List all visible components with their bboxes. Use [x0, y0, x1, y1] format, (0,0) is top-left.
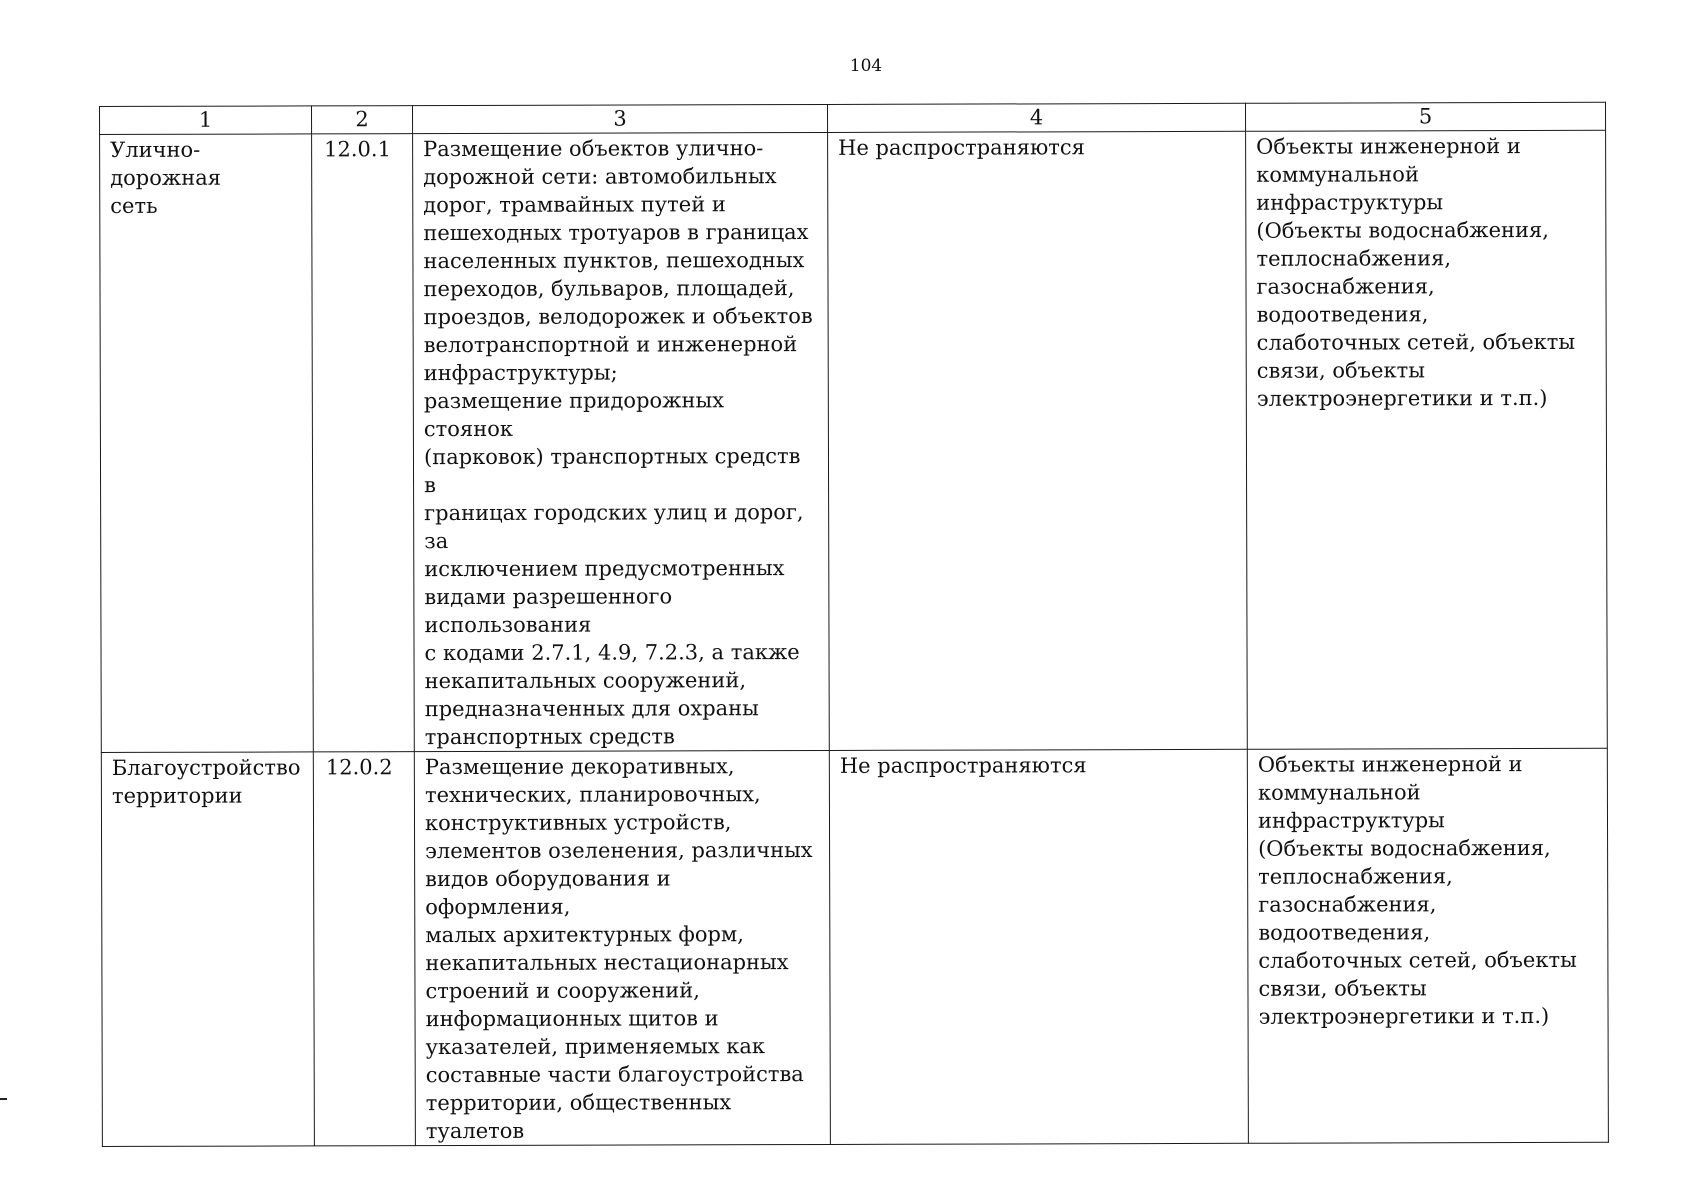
restrictions-cell: [829, 749, 1248, 1144]
land-use-name: Благоустройство территории: [111, 755, 301, 808]
table-header-row: [100, 102, 1606, 134]
restrictions-text: Не распространяются: [839, 753, 1087, 778]
restrictions-text: Не распространяются: [838, 135, 1085, 160]
table-row: [100, 130, 1608, 752]
auxiliary-objects-cell: [1246, 130, 1608, 749]
auxiliary-objects-text: Объекты инженерной и коммунальной инфраструктуры (Объекты водоснабжения, теплоснабжения, газоснабжения, водоотведения, слаботочных сетей, объекты связи, объекты электроэнергетики и т.п.): [1257, 752, 1577, 1029]
land-use-code: 12.0.2: [325, 755, 393, 780]
land-use-description-cell: [413, 132, 830, 751]
column-header-4: 4: [827, 103, 1245, 132]
land-use-description: Размещение декоративных, технических, планировочных, конструктивных устройств, элементов озеленения, различных видов оборудования и оформления, малых архитектурных форм, некапитальных нестационарных строений и сооружений, информационных щитов и указателей, применяемых как составные части благоустройства территории, общественных туалетов: [424, 754, 813, 1144]
land-use-name: Улично-дорожная сеть: [110, 137, 221, 218]
auxiliary-objects-cell: [1247, 748, 1608, 1143]
land-use-name-cell: [100, 134, 314, 753]
land-use-code: 12.0.1: [324, 137, 391, 162]
page-number: 104: [849, 56, 883, 76]
land-use-description-cell: [414, 750, 830, 1145]
table-row: [101, 748, 1608, 1146]
scan-margin-mark: [0, 1098, 7, 1100]
auxiliary-objects-text: Объекты инженерной и коммунальной инфраструктуры (Объекты водоснабжения, теплоснабжения, газоснабжения, водоотведения, слаботочных сетей, объекты связи, объекты электроэнергетики и т.п.): [1256, 134, 1576, 411]
land-use-table: [99, 102, 1609, 1147]
land-use-description: Размещение объектов улично- дорожной сети: автомобильных дорог, трамвайных путей и пешеходных тротуаров в границах населенных пунктов, пешеходных переходов, бульваров, площадей, проездов, велодорожек и объектов велотранспортной и инженерной инфраструктуры; размещение придорожных стоянок (парковок) транспортных средств в границах городских улиц и дорог, за исключением предусмотренных видами разрешенного использования с кодами 2.7.1, 4.9, 7.2.3, а также некапитальных сооружений, предназначенных для охраны транспортных средств: [423, 136, 813, 750]
column-header-3: 3: [413, 104, 828, 133]
column-header-5: 5: [1245, 102, 1605, 131]
land-use-code-cell: [313, 752, 415, 1146]
column-header-2: 2: [312, 106, 413, 134]
restrictions-cell: [828, 131, 1248, 750]
land-use-name-cell: [101, 752, 314, 1147]
land-use-code-cell: [312, 134, 415, 752]
column-header-1: 1: [100, 106, 312, 135]
